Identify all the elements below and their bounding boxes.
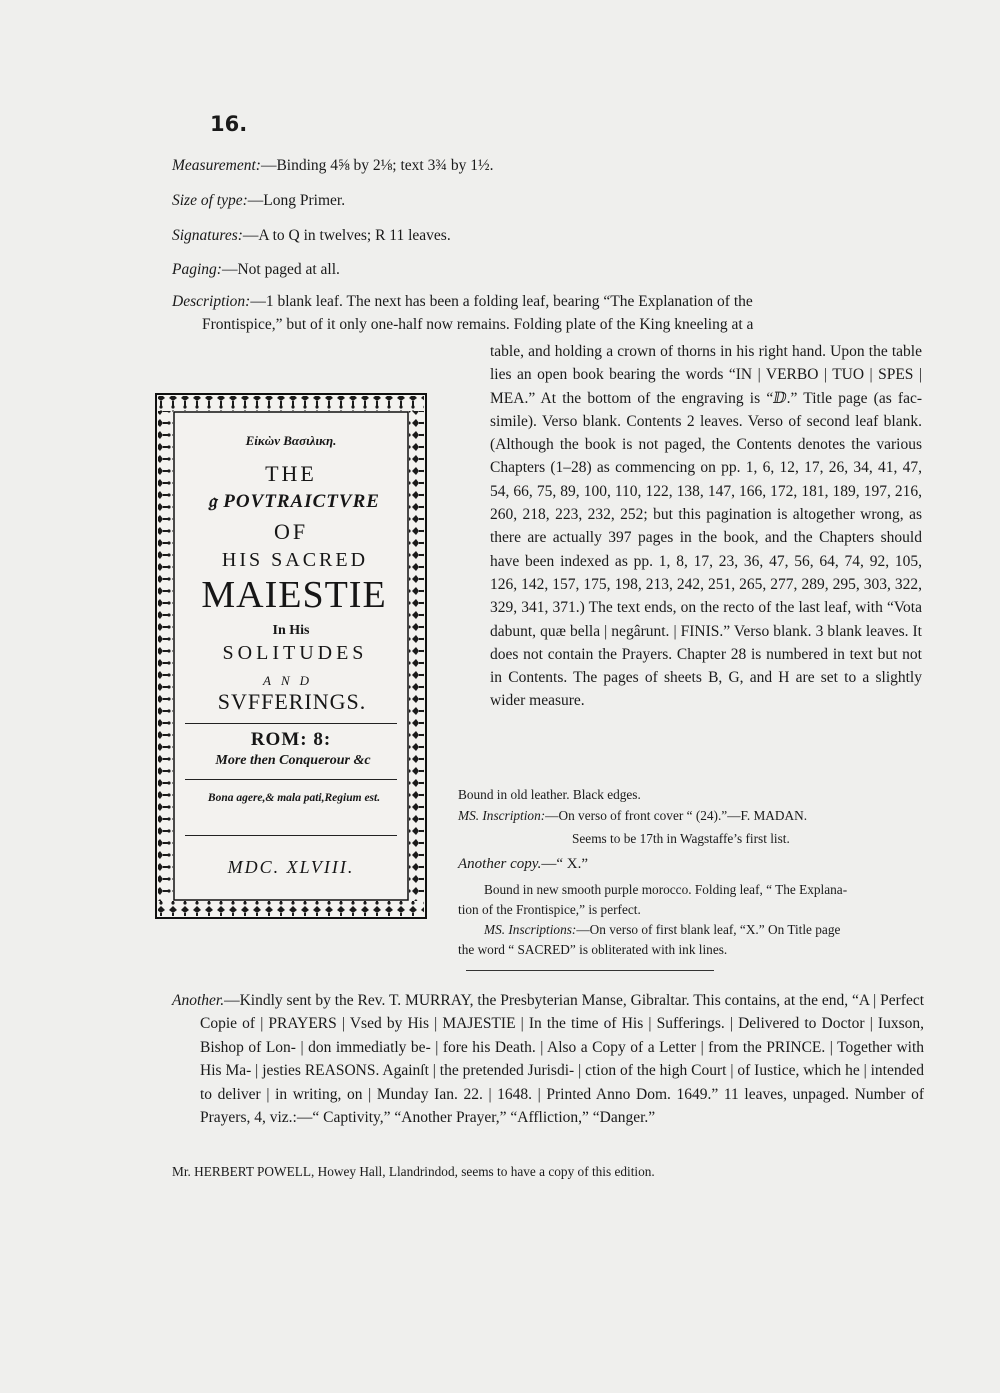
description-block [172, 290, 922, 337]
another-label: Another. [172, 992, 225, 1009]
fac-in-his: In His [272, 623, 310, 638]
fac-maiestie: MAIESTIE [201, 574, 387, 616]
fac-solitudes: SOLITUDES [222, 642, 368, 664]
another-copy-ms-line1 [484, 922, 840, 938]
fac-rule [185, 779, 397, 780]
fac-of: OF [273, 519, 309, 544]
measurement-label: Measurement: [172, 157, 261, 174]
signatures-label: Signatures: [172, 227, 243, 244]
measurement-text: —Binding 4⅝ by 2⅛; text 3¾ by 1½. [260, 157, 494, 174]
fac-and: AND [263, 673, 319, 688]
size-of-type-line [172, 192, 345, 210]
binding-note: Bound in old leather. Black edges. [458, 787, 641, 802]
description-line1: —1 blank leaf. The next has been a folding leaf, bearing “The Explanation of the [250, 293, 753, 310]
fac-sufferings: SVFFERINGS. [217, 689, 367, 714]
signatures-line [172, 227, 451, 245]
fac-bona-agere: Bona agere,& mala pati,Regium est. [207, 792, 381, 804]
another-text: —Kindly sent by the Rev. T. MURRAY, the Presbyterian Manse, Gibraltar. This contains, at the end, “A | Perfect Copie of | PRAYERS | Vsed by His | MAJESTIE | In the time of His | Sufferings. | Delivered to Doctor | Iuxson, Bishop of Lon- | don immediatly be- | fore his Death. | Also a Copy of a Letter | from the PRINCE. | Together with His Ma- | jesties REASONS. Againſt | the pretended Jurisdi- | ction of the high Court | of Iustice, which he | intended to deliver | in writing, on | Munday Ian. 22. | 1648. | Printed Anno Dom. 1649.” 11 leaves, unpaged. Number of Prayers, 4, viz.:—“ Captivity,” “Another Prayer,” “Affliction,” “Danger.” [200, 992, 925, 1127]
section-divider [466, 970, 714, 971]
ms-inscription-label: MS. Inscription: [458, 808, 546, 823]
another-copy-ms-text: —On verso of first blank leaf, “X.” On Title page [576, 922, 841, 937]
facsimile-title-page [155, 393, 427, 919]
another-copy-line1: Bound in new smooth purple morocco. Folding leaf, “ The Explana- [484, 882, 848, 897]
size-of-type-label: Size of type: [172, 192, 248, 209]
ms-inscription-line [458, 808, 807, 824]
description-line2: Frontispice,” but of it only one-half now remains. Folding plate of the King kneeling at a [202, 316, 754, 334]
fac-portraicture: 𝔤 POVTRAICTVRE [208, 491, 380, 512]
fac-rule [185, 723, 397, 724]
herbert-powell-note: Mr. HERBERT POWELL, Howey Hall, Llandrindod, seems to have a copy of this edition. [172, 1164, 655, 1179]
another-copy-ms-line2: the word “ SACRED” is obliterated with ink lines. [458, 942, 728, 957]
description-label: Description: [172, 293, 251, 310]
measurement-line [172, 157, 493, 175]
fac-greek-title: Εἰκὼν Βασιλικη. [245, 433, 337, 448]
another-block [172, 989, 924, 1129]
another-copy-label: Another copy. [458, 856, 542, 872]
fac-more-then-conquerour: More then Conquerour &c [215, 753, 371, 768]
paging-label: Paging: [172, 261, 222, 278]
another-copy-ms-label: MS. Inscriptions: [484, 922, 577, 937]
size-of-type-text: —Long Primer. [247, 192, 346, 209]
another-copy-line2: tion of the Frontispice,” is perfect. [458, 902, 641, 917]
fac-the: THE [265, 461, 317, 486]
wagstaffe-note: Seems to be 17th in Wagstaffe’s first list. [572, 831, 790, 846]
ms-inscription-text: —On verso of front cover “ (24).”—F. MADAN. [545, 808, 808, 823]
fac-his-sacred: HIS SACRED [221, 549, 369, 571]
another-copy-mark: —“ X.” [541, 856, 588, 872]
paging-line [172, 261, 340, 279]
description-right-column: table, and holding a crown of thorns in his right hand. Upon the table lies an open book bearing the words “IN | VERBO | TUO | SPES | MEA.” At the bottom of the engraving is “ⅅ.” Title page (as fac-simile). Verso blank. Contents 2 leaves. Verso of second leaf blank. (Although the book is not paged, the Contents denotes the various Chapters (1–28) as commencing on pp. 1, 6, 12, 17, 26, 34, 41, 47, 54, 66, 75, 89, 100, 110, 122, 138, 147, 166, 172, 181, 189, 197, 216, 260, 218, 223, 232, 252; but this pagination is altogether wrong, as there are actually 397 pages in the book, and the Chapters should have been indexed as pp. 1, 8, 17, 23, 36, 47, 56, 64, 74, 92, 105, 126, 142, 157, 175, 198, 213, 242, 251, 265, 277, 289, 295, 303, 322, 329, 341, 371.) The text ends, on the recto of the last leaf, with “Vota dabunt, quæ bella | negârunt. | FINIS.” Verso blank. 3 blank leaves. It does not contain the Prayers. Chapter 28 is numbered in text but not in Contents. The pages of sheets B, G, and H are set to a slightly wider measure. [490, 343, 922, 710]
signatures-text: —A to Q in twelves; R 11 leaves. [242, 227, 451, 244]
fac-date: MDC. XLVIII. [227, 857, 355, 877]
another-copy-heading [458, 856, 588, 873]
fac-rule [185, 835, 397, 836]
fac-rom: ROM: 8: [250, 729, 332, 750]
entry-number: 16. [210, 112, 248, 136]
paging-text: —Not paged at all. [221, 261, 340, 278]
